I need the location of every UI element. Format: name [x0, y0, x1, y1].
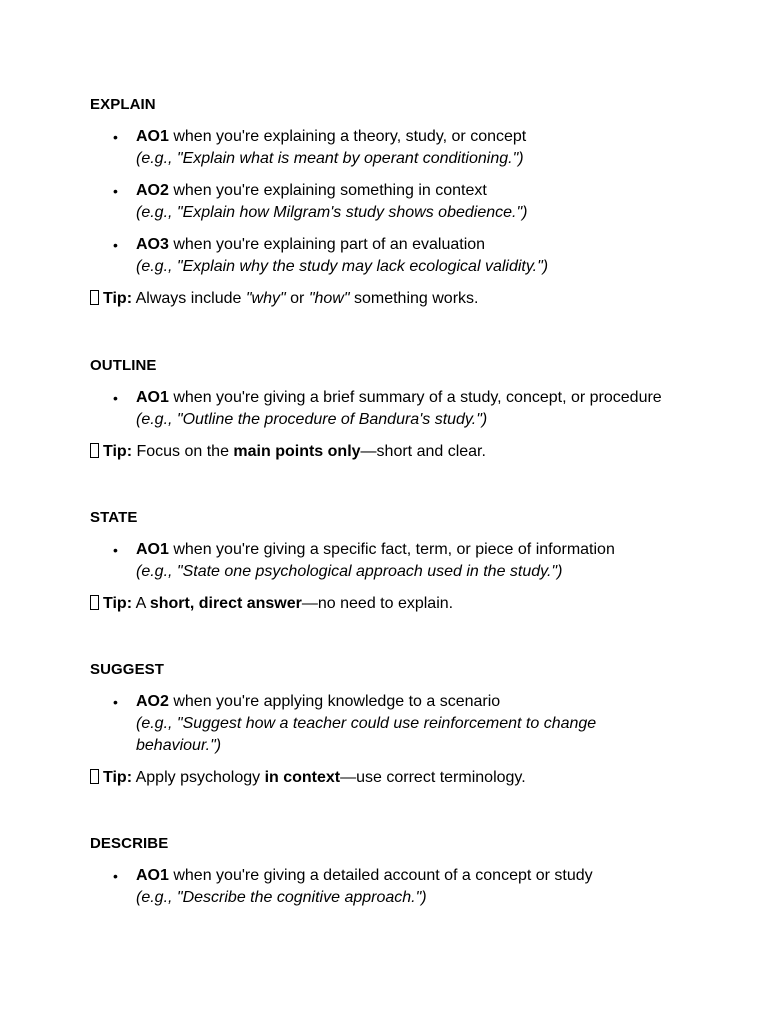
tip-line	[90, 593, 730, 615]
section-heading: EXPLAIN	[90, 96, 156, 113]
bullet-list	[90, 387, 730, 431]
list-item	[90, 691, 626, 757]
tip-line	[90, 288, 730, 310]
section-explain	[90, 95, 730, 310]
section-suggest	[90, 660, 730, 789]
tip-text: Always include	[132, 290, 246, 307]
tip-text: or	[285, 290, 309, 307]
missing-glyph-icon	[90, 769, 99, 784]
list-item	[90, 865, 730, 909]
bullet-icon: •	[113, 542, 118, 558]
tip-emphasis: main points only	[233, 443, 361, 460]
list-item	[90, 387, 730, 431]
missing-glyph-icon	[90, 290, 99, 305]
section-heading: OUTLINE	[90, 357, 157, 374]
section-heading: DESCRIBE	[90, 835, 169, 852]
missing-glyph-icon	[90, 595, 99, 610]
tip-text: something works.	[349, 290, 479, 307]
tip-text: A	[132, 595, 150, 612]
tip-emphasis: in context	[264, 769, 341, 786]
tip-label: Tip:	[103, 290, 133, 307]
tip-label: Tip:	[103, 443, 133, 460]
section-heading: SUGGEST	[90, 661, 165, 678]
item-text: when you're giving a detailed account of a concept or study	[168, 867, 593, 884]
ao-label: AO1	[136, 541, 169, 558]
example-text: (e.g., "Explain how Milgram's study shows obedience.")	[136, 204, 528, 221]
ao-label: AO1	[136, 867, 169, 884]
tip-emphasis: "why"	[245, 290, 286, 307]
ao-label: AO1	[136, 128, 169, 145]
example-text: (e.g., "Describe the cognitive approach.")	[136, 889, 427, 906]
tip-label: Tip:	[103, 769, 133, 786]
tip-text: —use correct terminology.	[340, 769, 526, 786]
section-describe	[90, 834, 730, 909]
example-text: (e.g., "Outline the procedure of Bandura's study.")	[136, 411, 488, 428]
example-text: (e.g., "Explain what is meant by operant conditioning.")	[136, 150, 524, 167]
section-heading: STATE	[90, 509, 138, 526]
bullet-icon: •	[113, 868, 118, 884]
list-item	[90, 126, 730, 170]
tip-text: —short and clear.	[360, 443, 486, 460]
example-text: (e.g., "State one psychological approach used in the study.")	[136, 563, 563, 580]
list-item	[90, 180, 730, 224]
tip-text: —no need to explain.	[301, 595, 454, 612]
tip-label: Tip:	[103, 595, 133, 612]
ao-label: AO2	[136, 182, 169, 199]
example-text: (e.g., "Suggest how a teacher could use reinforcement to change behaviour.")	[136, 715, 597, 754]
bullet-icon: •	[113, 183, 118, 199]
example-text: (e.g., "Explain why the study may lack ecological validity.")	[136, 258, 549, 275]
item-text: when you're applying knowledge to a scenario	[168, 693, 501, 710]
tip-text: Apply psychology	[132, 769, 265, 786]
tip-emphasis: "how"	[308, 290, 350, 307]
item-text: when you're giving a specific fact, term, or piece of information	[168, 541, 615, 558]
bullet-icon: •	[113, 390, 118, 406]
item-text: when you're explaining something in context	[168, 182, 487, 199]
section-outline	[90, 356, 730, 463]
ao-label: AO2	[136, 693, 169, 710]
tip-emphasis: short, direct answer	[149, 595, 302, 612]
bullet-icon: •	[113, 129, 118, 145]
item-text: when you're giving a brief summary of a study, concept, or procedure	[168, 389, 662, 406]
bullet-list	[90, 126, 730, 278]
section-state	[90, 508, 730, 615]
bullet-list	[90, 539, 730, 583]
bullet-list	[90, 691, 730, 757]
item-text: when you're explaining part of an evaluation	[168, 236, 486, 253]
missing-glyph-icon	[90, 443, 99, 458]
bullet-icon: •	[113, 694, 118, 710]
list-item	[90, 539, 730, 583]
tip-line	[90, 441, 730, 463]
item-text: when you're explaining a theory, study, or concept	[168, 128, 527, 145]
ao-label: AO3	[136, 236, 169, 253]
bullet-icon: •	[113, 237, 118, 253]
ao-label: AO1	[136, 389, 169, 406]
tip-line	[90, 767, 730, 789]
list-item	[90, 234, 730, 278]
tip-text: Focus on the	[132, 443, 234, 460]
bullet-list	[90, 865, 730, 909]
